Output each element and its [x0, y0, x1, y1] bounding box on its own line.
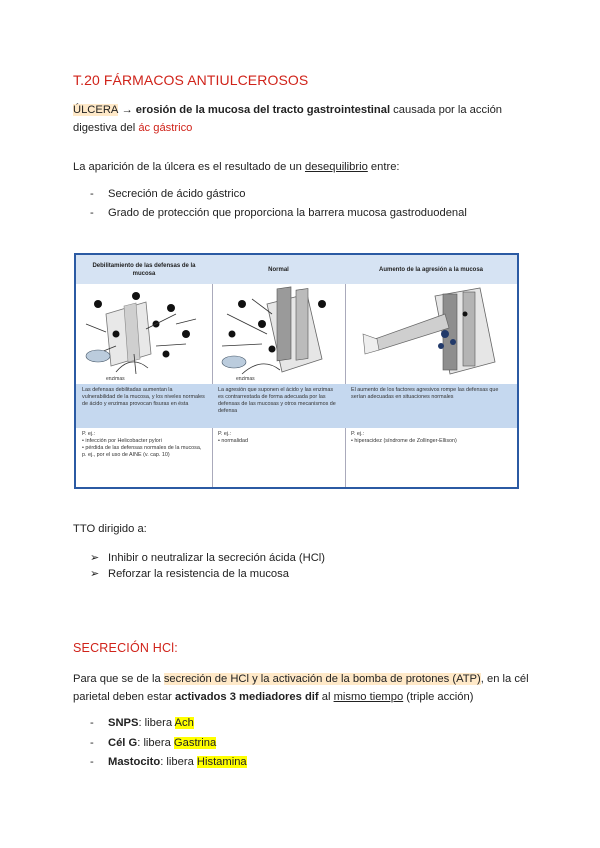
list-item: - Grado de protección que proporciona la barrera mucosa gastroduodenal [90, 207, 467, 219]
section-title-secrecion: SECRECIÓN HCl: [73, 641, 178, 655]
col-header: Aumento de la agresión a la mucosa [345, 255, 517, 284]
ulcera-term: ÚLCERA [73, 104, 119, 116]
aparicion-text: La aparición de la úlcera es el resultado de un desequilibrio entre: [73, 161, 400, 173]
illustration-normal [212, 284, 345, 384]
ulcer-mechanism-figure [74, 253, 519, 489]
enzimas-label: enzimas [236, 376, 255, 382]
col-examples: P. ej.: • infección por Helicobacter pylori • pérdida de las defensas normales de la mucosa, p. ej., por el uso de AINE (v. cap. 10) [82, 431, 202, 458]
col-header: Debilitamiento de las defensas de la mucosa [76, 255, 212, 284]
list-item: - Mastocito: libera Histamina [90, 756, 247, 768]
col-description: La agresión que suponen el ácido y las enzimas es contrarrestada de forma adecuada por las defensas de las mucosas y otros mecanismos de defensa [212, 384, 345, 428]
col-examples: P. ej.: • normalidad [218, 431, 249, 444]
list-item: - Cél G: libera Gastrina [90, 737, 217, 749]
enzimas-label: enzimas [106, 376, 125, 382]
figure-col-normal [212, 255, 346, 487]
figure-col-weakened-defenses [76, 255, 213, 487]
col-examples: P. ej.: • hiperacidez (síndrome de Zollinger-Ellison) [351, 431, 457, 444]
illustration-aggression [345, 284, 517, 384]
list-item: - SNPS: libera Ach [90, 717, 194, 729]
list-item: ➢ Inhibir o neutralizar la secreción ácida (HCl) [90, 552, 326, 564]
figure-col-increased-aggression [345, 255, 517, 487]
ulcera-definition: ÚLCERA → erosión de la mucosa del tracto gastrointestinal causada por la acción digestiva del ác gástrico [73, 104, 503, 134]
list-item: - Secreción de ácido gástrico [90, 188, 246, 200]
tto-heading: TTO dirigido a: [73, 523, 147, 535]
col-description: Las defensas debilitadas aumentan la vulnerabilidad de la mucosa, y los niveles normales de ácido y enzimas provocan fisuras en ésta [76, 384, 212, 428]
ac-gastrico: ác gástrico [138, 122, 193, 134]
page-title: T.20 FÁRMACOS ANTIULCEROSOS [73, 72, 309, 88]
col-header: Normal [212, 255, 345, 284]
ulcera-bold: erosión de la mucosa del tracto gastrointestinal [135, 104, 391, 116]
illustration-weakened [76, 284, 212, 384]
col-description: El aumento de los factores agresivos rompe las defensas que serían adecuadas en situaciones normales [345, 384, 517, 428]
secrecion-paragraph: Para que se de la secreción de HCl y la activación de la bomba de protones (ATP), en la cél parietal deben estar activados 3 mediadores dif al mismo tiempo (triple acción) [73, 673, 529, 703]
list-item: ➢ Reforzar la resistencia de la mucosa [90, 568, 289, 580]
